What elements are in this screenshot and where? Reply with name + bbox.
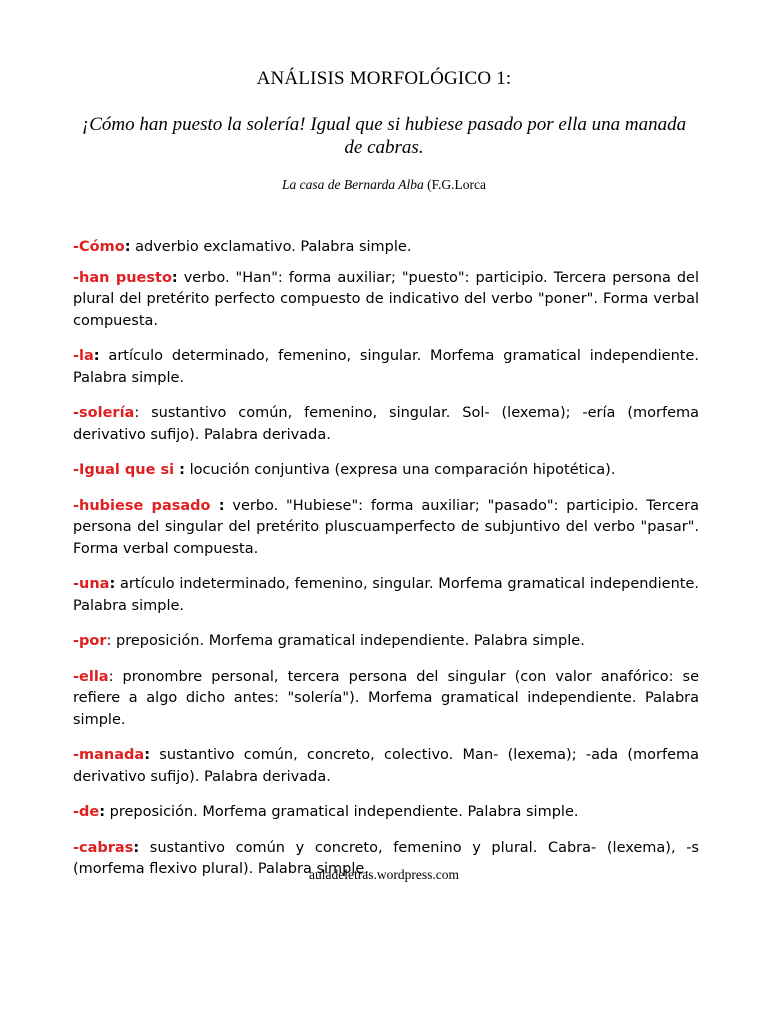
footer-website: auladeletras.wordpress.com bbox=[309, 867, 459, 882]
entry-colon: : bbox=[179, 462, 185, 478]
analysis-entry bbox=[73, 631, 699, 653]
entry-description: preposición. Morfema gramatical independiente. Palabra simple. bbox=[105, 804, 579, 820]
analysis-entry bbox=[73, 346, 699, 389]
entry-description: sustantivo común y concreto, femenino y plural. Cabra- (lexema), -s (morfema flexivo plural). Palabra simple. bbox=[73, 839, 699, 877]
analysis-entry bbox=[73, 268, 699, 333]
analysis-entry bbox=[73, 460, 699, 482]
entry-term: -Cómo bbox=[73, 239, 125, 255]
entry-colon: : bbox=[93, 348, 100, 364]
entry-term: -por bbox=[73, 633, 107, 649]
entry-colon: : bbox=[171, 269, 178, 286]
entry-description: artículo indeterminado, femenino, singular. Morfema gramatical independiente. Palabra simple. bbox=[73, 576, 699, 614]
entry-term: -han puesto bbox=[73, 269, 172, 286]
entry-description: adverbio exclamativo. Palabra simple. bbox=[130, 239, 412, 255]
entry-term: -cabras bbox=[73, 839, 134, 856]
entry-description: locución conjuntiva (expresa una comparación hipotética). bbox=[184, 462, 616, 478]
source-author: (F.G.Lorca bbox=[423, 177, 487, 192]
entry-description: verbo. "Han": forma auxiliar; "puesto": participio. Tercera persona del plural del pretérito perfecto compuesto de indicativo del verbo "poner". Forma verbal compuesta. bbox=[73, 269, 699, 329]
analysis-entry bbox=[73, 403, 699, 446]
entry-term: -Igual que si bbox=[73, 462, 180, 478]
entry-term: -una bbox=[73, 576, 110, 592]
analysis-list bbox=[73, 237, 699, 895]
literary-quote: ¡Cómo han puesto la solería! Igual que si hubiese pasado por ella una manada de cabras. bbox=[81, 114, 687, 158]
entry-term: -ella bbox=[73, 668, 109, 685]
entry-term: -manada bbox=[73, 747, 145, 763]
source-work-title: La casa de Bernarda Alba bbox=[281, 177, 424, 192]
quote-source bbox=[0, 177, 768, 193]
entry-description: verbo. "Hubiese": forma auxiliar; "pasado": participio. Tercera persona del singular del pretérito pluscuamperfecto de subjuntivo del verbo "pasar". Forma verbal compuesta. bbox=[73, 497, 699, 557]
analysis-entry bbox=[73, 496, 699, 561]
entry-colon: : bbox=[124, 239, 131, 255]
entry-description: : sustantivo común, femenino, singular. Sol- (lexema); -ería (morfema derivativo sufijo). Palabra derivada. bbox=[73, 405, 699, 443]
document-title: ANÁLISIS MORFOLÓGICO 1: bbox=[256, 68, 512, 89]
entry-term: -hubiese pasado bbox=[73, 497, 219, 514]
entry-description: artículo determinado, femenino, singular. Morfema gramatical independiente. Palabra simple. bbox=[73, 348, 699, 386]
analysis-entry bbox=[73, 745, 699, 788]
entry-term: -de bbox=[73, 804, 100, 820]
entry-colon: : bbox=[218, 497, 225, 514]
entry-colon: : bbox=[144, 747, 150, 763]
entry-description: : preposición. Morfema gramatical independiente. Palabra simple. bbox=[106, 633, 585, 649]
analysis-entry bbox=[73, 237, 699, 259]
entry-colon: : bbox=[109, 576, 116, 592]
analysis-entry bbox=[73, 667, 699, 732]
entry-term: -solería bbox=[73, 405, 135, 421]
entry-colon: : bbox=[99, 804, 106, 820]
analysis-entry bbox=[73, 802, 699, 824]
entry-term: -la bbox=[73, 348, 94, 364]
entry-colon: : bbox=[133, 839, 140, 856]
entry-description: : pronombre personal, tercera persona del singular (con valor anafórico: se refiere a algo dicho antes: "solería"). Morfema gramatical independiente. Palabra simple. bbox=[73, 668, 699, 728]
entry-description: sustantivo común, concreto, colectivo. Man- (lexema); -ada (morfema derivativo sufijo). Palabra derivada. bbox=[73, 747, 699, 785]
analysis-entry bbox=[73, 574, 699, 617]
